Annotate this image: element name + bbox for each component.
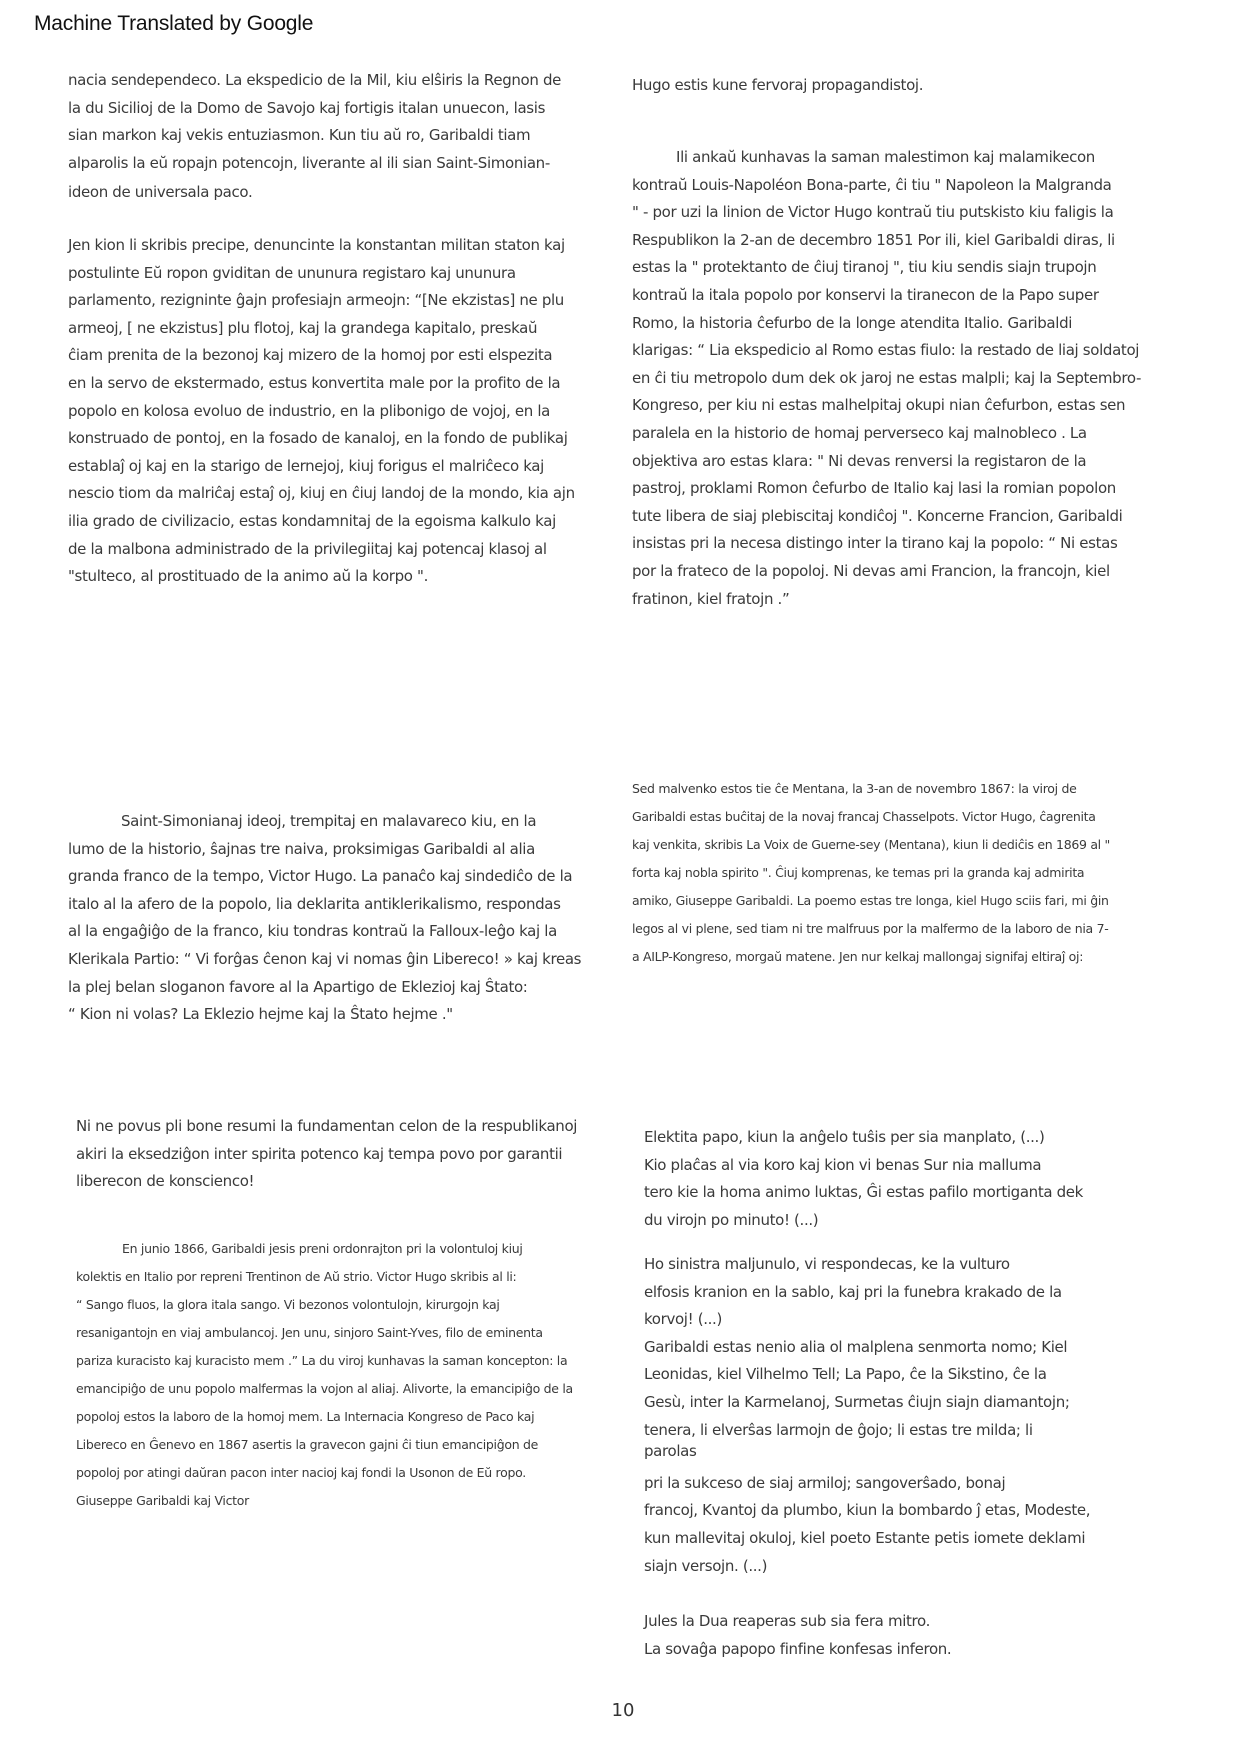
text-line: Sed malvenko estos tie ĉe Mentana, la 3-an de novembro 1867: la viroj de bbox=[632, 781, 1077, 796]
text-line: forta kaj nobla spirito ". Ĉiuj komprenas, ke temas pri la granda kaj admirita bbox=[632, 865, 1085, 880]
text-line: la du Sicilioj de la Domo de Savojo kaj fortigis italan unuecon, lasis bbox=[68, 98, 546, 117]
machine-translation-banner: Machine Translated by Google bbox=[34, 12, 314, 35]
text-line: liberecon de konscienco! bbox=[76, 1172, 255, 1191]
poem-line: Jules la Dua reaperas sub sia fera mitro. bbox=[644, 1612, 931, 1630]
text-line: klarigas: “ Lia ekspedicio al Romo estas fiulo: la restado de liaj soldatoj bbox=[632, 341, 1140, 360]
text-line: tute libera de siaj plebiscitaj kondiĉoj ". Koncerne Francion, Garibaldi bbox=[632, 506, 1123, 525]
text-line: emancipiĝo de unu popolo malfermas la vojon al aliaj. Alivorte, la emancipiĝo de la bbox=[76, 1381, 573, 1396]
text-line: Libereco en Ĝenevo en 1867 asertis la gravecon gajni ĉi tiun emancipiĝon de bbox=[76, 1437, 539, 1452]
text-line: Respublikon la 2-an de decembro 1851 Por ili, kiel Garibaldi diras, li bbox=[632, 230, 1115, 249]
left-paragraph-2 bbox=[68, 232, 575, 591]
text-line: Ni ne povus pli bone resumi la fundamentan celon de la respublikanoj bbox=[76, 1117, 578, 1135]
text-line: pariza kuracisto kaj kuracisto mem .” La du viroj kunhavas la saman koncepton: la bbox=[76, 1353, 568, 1368]
poem-line: parolas bbox=[644, 1442, 697, 1461]
poem-line: Gesù, inter la Karmelanoj, Surmetas ĉiujn siajn diamantojn; bbox=[644, 1392, 1070, 1411]
left-paragraph-3 bbox=[68, 808, 582, 1029]
poem-line: Garibaldi estas nenio alia ol malplena senmorta nomo; Kiel bbox=[644, 1337, 1068, 1356]
text-line: ilia grado de civilizacio, estas kondamnitaj de la egoisma kalkulo kaj bbox=[68, 511, 556, 530]
poem-line: Elektita papo, kiun la anĝelo tuŝis per sia manplato, (...) bbox=[644, 1128, 1045, 1146]
poem-line: korvoj! (...) bbox=[644, 1310, 722, 1329]
text-line: de la malbona administrado de la privilegiitaj kaj potencaj klasoj al bbox=[68, 539, 547, 558]
text-line: insistas pri la necesa distingo inter la tirano kaj la popolo: “ Ni estas bbox=[632, 534, 1118, 553]
text-line: popoloj por atingi daŭran pacon inter nacioj kaj fondi la Usonon de Eŭ ropo. bbox=[76, 1465, 526, 1480]
text-line: konstruado de pontoj, en la fosado de kanaloj, en la fondo de publikaj bbox=[68, 429, 568, 448]
text-line: la plej belan sloganon favore al la Apartigo de Eklezioj kaj Ŝtato: bbox=[68, 977, 528, 996]
text-line: a AILP-Kongreso, morgaŭ matene. Jen nur kelkaj mallongaj signifaj eltiraĵ oj: bbox=[632, 949, 1084, 964]
poem-line: tenera, li elverŝas larmojn de ĝojo; li estas tre milda; li bbox=[644, 1420, 1033, 1439]
text-line: pastroj, proklami Romon ĉefurbo de Italio kaj lasi la romian popolon bbox=[632, 479, 1116, 498]
text-line: "stulteco, al prostituado de la animo aŭ la korpo ". bbox=[68, 567, 429, 586]
text-line: Klerikala Partio: “ Vi forĝas ĉenon kaj vi nomas ĝin Libereco! » kaj kreas bbox=[68, 949, 582, 968]
right-paragraph-2 bbox=[632, 144, 1172, 613]
text-line: kontraŭ Louis-Napoléon Bona-parte, ĉi tiu " Napoleon la Malgranda bbox=[632, 175, 1112, 194]
poem-line: pri la sukceso de siaj armiloj; sangoverŝado, bonaj bbox=[644, 1473, 1006, 1492]
right-paragraph-3 bbox=[632, 775, 1172, 971]
text-line: amiko, Giuseppe Garibaldi. La poemo estas tre longa, kiel Hugo sciis fari, mi ĝin bbox=[632, 893, 1109, 908]
poem-line: Kio plaĉas al via koro kaj kion vi benas Sur nia malluma bbox=[644, 1155, 1042, 1174]
poem-line: du virojn po minuto! (...) bbox=[644, 1210, 819, 1229]
poem-stanza-1 bbox=[644, 1124, 1164, 1234]
page-number: 10 bbox=[611, 1700, 635, 1721]
text-line: por la frateco de la popoloj. Ni devas ami Francion, la francojn, kiel bbox=[632, 561, 1110, 580]
poem-stanza-2 bbox=[644, 1251, 1164, 1580]
text-line: Giuseppe Garibaldi kaj Victor bbox=[76, 1493, 249, 1508]
text-line: Romo, la historia ĉefurbo de la longe atendita Italio. Garibaldi bbox=[632, 313, 1073, 332]
poem-line: La sovaĝa papopo finfine konfesas inferon. bbox=[644, 1639, 952, 1658]
text-line: Hugo estis kune fervoraj propagandistoj. bbox=[632, 76, 924, 94]
text-line: Garibaldi estas buĉitaj de la novaj francaj Chasselpots. Victor Hugo, ĉagrenita bbox=[632, 809, 1096, 824]
text-line: ideon de universala paco. bbox=[68, 183, 253, 202]
text-line: fratinon, kiel fratojn .” bbox=[632, 589, 790, 608]
text-line: legos al vi plene, sed tiam ni tre malfruus por la malfermo de la laboro de nia 7- bbox=[632, 921, 1109, 936]
text-line: popolo en kolosa evoluo de industrio, en la plibonigo de vojoj, en la bbox=[68, 401, 550, 420]
text-line: lumo de la historio, ŝajnas tre naiva, proksimigas Garibaldi al alia bbox=[68, 839, 535, 858]
text-line: armeoj, [ ne ekzistus] plu flotoj, kaj la grandega kapitalo, preskaŭ bbox=[68, 318, 538, 337]
text-line: postulinte Eŭ ropon gviditan de ununura registaro kaj ununura bbox=[68, 263, 516, 282]
left-paragraph-1 bbox=[68, 67, 568, 207]
poem-line: siajn versojn. (...) bbox=[644, 1556, 768, 1575]
text-line: objektiva aro estas klara: " Ni devas renversi la registaron de la bbox=[632, 451, 1087, 470]
text-line: kolektis en Italio por repreni Trentinon de Aŭ strio. Victor Hugo skribis al li: bbox=[76, 1269, 517, 1284]
poem-line: kun mallevitaj okuloj, kiel poeto Estante petis iomete deklami bbox=[644, 1528, 1086, 1547]
text-line: sian markon kaj vekis entuziasmon. Kun tiu aŭ ro, Garibaldi tiam bbox=[68, 126, 531, 145]
text-line: “ Kion ni volas? La Eklezio hejme kaj la Ŝtato hejme ." bbox=[68, 1005, 453, 1024]
poem-line: tero kie la homa animo luktas, Ĝi estas pafilo mortiganta dek bbox=[644, 1183, 1084, 1202]
text-line: resanigantojn en viaj ambulancoj. Jen unu, sinjoro Saint-Yves, filo de eminenta bbox=[76, 1325, 543, 1340]
text-line: " - por uzi la linion de Victor Hugo kontraŭ tiu putskisto kiu faligis la bbox=[632, 203, 1114, 222]
text-line: parlamento, rezigninte ĝajn profesiajn armeojn: “[Ne ekzistas] ne plu bbox=[68, 291, 564, 310]
right-paragraph-1 bbox=[632, 72, 1172, 100]
left-paragraph-4 bbox=[76, 1113, 576, 1196]
text-line: en ĉi tiu metropolo dum dek ok jaroj ne estas malpli; kaj la Septembro- bbox=[632, 368, 1142, 387]
text-line: italo al la afero de la popolo, lia deklarita antiklerikalismo, respondas bbox=[68, 894, 561, 913]
text-line: Kongreso, per kiu ni estas malhelpitaj okupi nian ĉefurbon, estas sen bbox=[632, 396, 1126, 415]
text-line: Saint-Simonianaj ideoj, trempitaj en malavareco kiu, en la bbox=[121, 812, 537, 830]
text-line: Jen kion li skribis precipe, denuncinte la konstantan militan staton kaj bbox=[68, 236, 565, 254]
text-line: En junio 1866, Garibaldi jesis preni ordonrajton pri la volontuloj kiuj bbox=[122, 1241, 523, 1256]
poem-line: francoj, Kvantoj da plumbo, kiun la bombardo ĵ etas, Modeste, bbox=[644, 1501, 1091, 1520]
text-line: nescio tiom da malriĉaj estaĵ oj, kiuj en ĉiuj landoj de la mondo, kia ajn bbox=[68, 484, 575, 503]
text-line: akiri la eksedziĝon inter spirita potenco kaj tempa povo por garantii bbox=[76, 1144, 563, 1163]
text-line: alparolis la eŭ ropajn potencojn, liverante al ili sian Saint-Simonian- bbox=[68, 153, 550, 172]
text-line: “ Sango fluos, la glora itala sango. Vi bezonos volontulojn, kirurgojn kaj bbox=[76, 1297, 500, 1312]
text-line: estas la " protektanto de ĉiuj tiranoj ", tiu kiu sendis siajn trupojn bbox=[632, 258, 1097, 277]
text-line: ĉiam prenita de la bezonoj kaj mizero de la homoj por esti elspezita bbox=[68, 346, 553, 365]
poem-stanza-3 bbox=[644, 1608, 1164, 1663]
poem-line: Leonidas, kiel Vilhelmo Tell; La Papo, ĉe la Sikstino, ĉe la bbox=[644, 1365, 1047, 1384]
poem-line: elfosis kranion en la sablo, kaj pri la funebra krakado de la bbox=[644, 1282, 1062, 1301]
poem-line: Ho sinistra maljunulo, vi respondecas, ke la vulturo bbox=[644, 1255, 1010, 1273]
text-line: granda franco de la tempo, Victor Hugo. La panaĉo kaj sindediĉo de la bbox=[68, 867, 573, 886]
text-line: paralela en la historio de homaj perverseco kaj malnobleco . La bbox=[632, 423, 1087, 442]
text-line: nacia sendependeco. La ekspedicio de la Mil, kiu elŝiris la Regnon de bbox=[68, 71, 561, 89]
text-line: establaĵ oj kaj en la starigo de lernejoj, kiuj forigus el malriĉeco kaj bbox=[68, 456, 544, 475]
text-line: en la servo de ekstermado, estus konvertita male por la profito de la bbox=[68, 373, 561, 392]
text-line: Ili ankaŭ kunhavas la saman malestimon kaj malamikecon bbox=[676, 148, 1095, 166]
left-paragraph-5 bbox=[76, 1235, 616, 1515]
text-line: kaj venkita, skribis La Voix de Guerne-sey (Mentana), kiun li dediĉis en 1869 al " bbox=[632, 837, 1110, 852]
text-line: popoloj estos la laboro de la homoj mem. La Internacia Kongreso de Paco kaj bbox=[76, 1409, 535, 1424]
text-line: al la engaĝiĝo de la franco, kiu tondras kontraŭ la Falloux-leĝo kaj la bbox=[68, 922, 557, 941]
text-line: kontraŭ la itala popolo por konservi la tiranecon de la Papo super bbox=[632, 285, 1099, 304]
